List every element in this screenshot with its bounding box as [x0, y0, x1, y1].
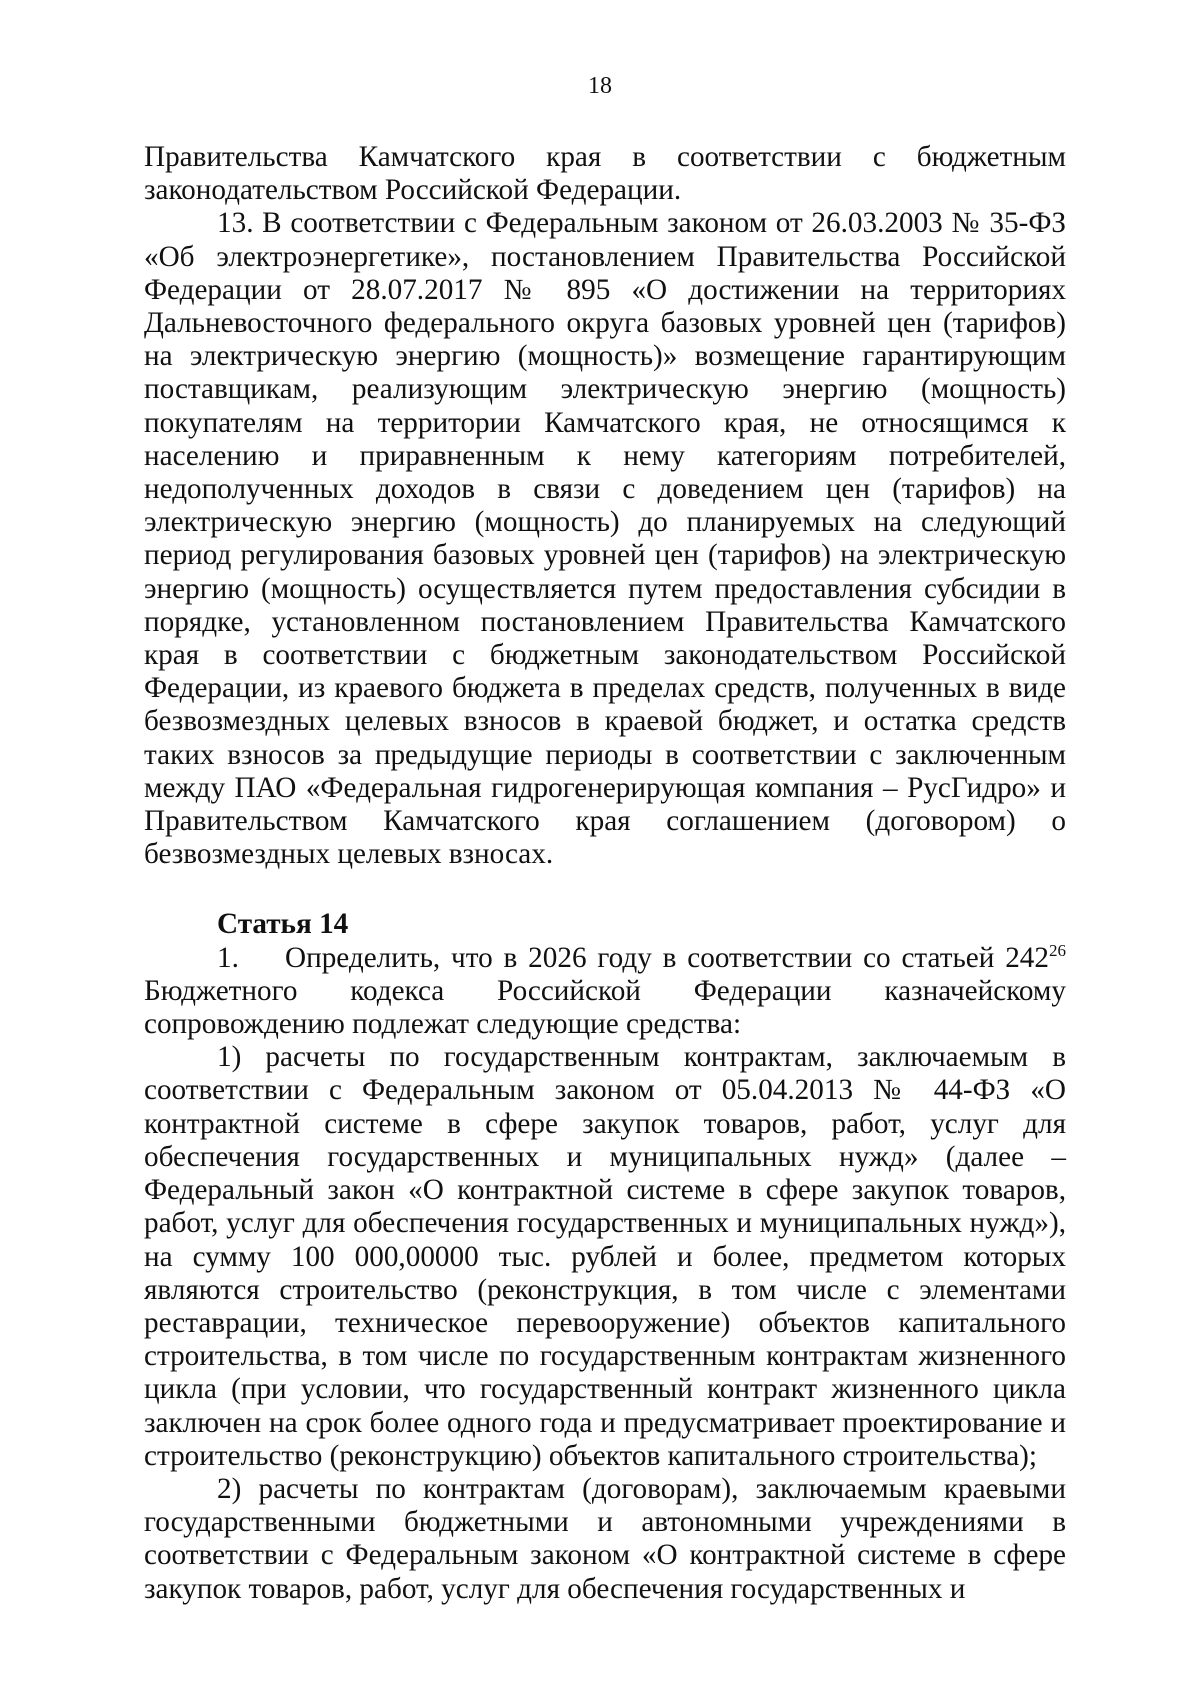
item-1-text-end: Бюджетного кодекса Российской Федерации казначейскому сопровождению подлежат следующие средства:	[144, 974, 1066, 1041]
section-spacer	[144, 871, 1066, 908]
item-1-superscript: 26	[1049, 940, 1066, 960]
article-14-subitem-1: 1) расчеты по государственным контрактам, заключаемым в соответствии с Федеральным законом от 05.04.2013 № 44-ФЗ «О контрактной системе в сфере закупок товаров, работ, услуг для обеспечения государственных и муниципальных нужд» (далее – Федеральный закон «О контрактной системе в сфере закупок товаров, работ, услуг для обеспечения государственных и муниципальных нужд»), на сумму 100 000,00000 тыс. рублей и более, предметом которых являются строительство (реконструкция, в том числе с элементами реставрации, техническое перевооружение) объектов капитального строительства, в том числе по государственным контрактам жизненного цикла (при условии, что государственный контракт жизненного цикла заключен на срок более одного года и предусматривает проектирование и строительство (реконструкцию) объектов капитального строительства);	[144, 1041, 1066, 1472]
article-14-heading: Статья 14	[217, 908, 349, 941]
item-1-text-start: Определить, что в 2026 году в соответствии со статьей 242	[285, 941, 1049, 974]
article-14-subitem-2: 2) расчеты по контрактам (договорам), заключаемым краевыми государственными бюджетными и автономными учреждениями в соответствии с Федеральным законом «О контрактной системе в сфере закупок товаров, работ, услуг для обеспечения государственных и	[144, 1472, 1066, 1605]
item-1-number: 1.	[217, 941, 239, 974]
page-number: 18	[588, 73, 612, 99]
article-14-item-1	[144, 942, 1066, 1042]
paragraph-continuation: Правительства Камчатского края в соответствии с бюджетным законодательством Российской Федерации.	[144, 141, 1066, 207]
document-body	[144, 141, 1066, 1606]
paragraph-13: 13. В соответствии с Федеральным законом от 26.03.2003 № 35-ФЗ «Об электроэнергетике», постановлением Правительства Российской Федерации от 28.07.2017 № 895 «О достижении на территориях Дальневосточного федерального округа базовых уровней цен (тарифов) на электрическую энергию (мощность)» возмещение гарантирующим поставщикам, реализующим электрическую энергию (мощность) покупателям на территории Камчатского края, не относящимся к населению и приравненным к нему категориям потребителей, недополученных доходов в связи с доведением цен (тарифов) на электрическую энергию (мощность) до планируемых на следующий период регулирования базовых уровней цен (тарифов) на электрическую энергию (мощность) осуществляется путем предоставления субсидии в порядке, установленном постановлением Правительства Камчатского края в соответствии с бюджетным законодательством Российской Федерации, из краевого бюджета в пределах средств, полученных в виде безвозмездных целевых взносов в краевой бюджет, и остатка средств таких взносов за предыдущие периоды в соответствии с заключенным между ПАО «Федеральная гидрогенерирующая компания – РусГидро» и Правительством Камчатского края соглашением (договором) о безвозмездных целевых взносах.	[144, 207, 1066, 871]
